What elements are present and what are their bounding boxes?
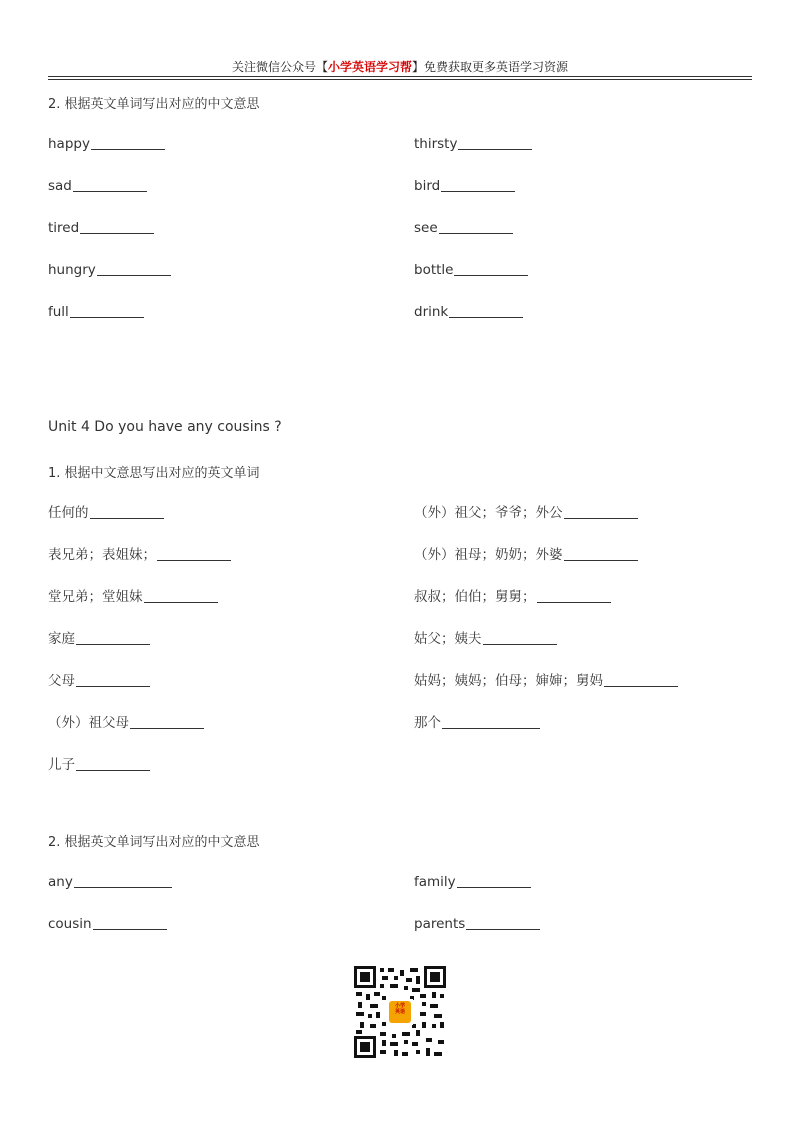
unit4-part1-left-item: 任何的 <box>48 503 164 521</box>
answer-blank[interactable] <box>458 148 532 150</box>
section1-right-item: bird <box>414 176 515 194</box>
unit4-part1-left-item: 父母 <box>48 671 150 689</box>
section1-right-item: drink <box>414 302 523 320</box>
header-suffix: 】免费获取更多英语学习资源 <box>412 60 569 74</box>
answer-blank[interactable] <box>130 727 204 729</box>
answer-blank[interactable] <box>604 685 678 687</box>
unit4-part1-right-item: 姑父；姨夫 <box>414 629 557 647</box>
header-prefix: 关注微信公众号【 <box>231 60 328 74</box>
unit4-title: Unit 4 Do you have any cousins ? <box>48 419 282 435</box>
unit4-part1-left-item: 表兄弟；表姐妹； <box>48 545 231 563</box>
answer-blank[interactable] <box>442 727 540 729</box>
answer-blank[interactable] <box>144 601 218 603</box>
qr-logo-label: 小学 英语 <box>394 1003 405 1015</box>
answer-blank[interactable] <box>74 886 172 888</box>
section1-left-item: sad <box>48 176 147 194</box>
section1-right-item: bottle <box>414 260 528 278</box>
section1-left-item: tired <box>48 218 154 236</box>
answer-blank[interactable] <box>439 232 513 234</box>
answer-blank[interactable] <box>483 643 557 645</box>
section1-heading: 2. 根据英文单词写出对应的中文意思 <box>48 97 260 112</box>
unit4-part1-right-item: 那个 <box>414 713 540 731</box>
header-rule-bottom <box>48 79 752 80</box>
unit4-part2-heading: 2. 根据英文单词写出对应的中文意思 <box>48 835 260 850</box>
unit4-part1-right-item: 叔叔；伯伯；舅舅； <box>414 587 611 605</box>
answer-blank[interactable] <box>537 601 611 603</box>
answer-blank[interactable] <box>457 886 531 888</box>
answer-blank[interactable] <box>441 190 515 192</box>
unit4-part1-left-item: 家庭 <box>48 629 150 647</box>
unit4-part1-left-item: 堂兄弟；堂姐妹 <box>48 587 218 605</box>
unit4-part1-left-item: （外）祖父母 <box>48 713 204 731</box>
unit4-part2-right-item: parents <box>414 914 540 932</box>
section1-right-item: thirsty <box>414 134 532 152</box>
section1-left-item: full <box>48 302 144 320</box>
answer-blank[interactable] <box>73 190 147 192</box>
unit4-part1-heading: 1. 根据中文意思写出对应的英文单词 <box>48 466 260 481</box>
section1-left-item: hungry <box>48 260 171 278</box>
answer-blank[interactable] <box>449 316 523 318</box>
header-rule-top <box>48 76 752 77</box>
answer-blank[interactable] <box>76 685 150 687</box>
section1-right-item: see <box>414 218 513 236</box>
answer-blank[interactable] <box>466 928 540 930</box>
answer-blank[interactable] <box>76 643 150 645</box>
answer-blank[interactable] <box>76 769 150 771</box>
header-highlight: 小学英语学习帮 <box>327 60 412 74</box>
answer-blank[interactable] <box>564 559 638 561</box>
unit4-part2-left-item: any <box>48 872 172 890</box>
unit4-part1-right-item: （外）祖母；奶奶；外婆 <box>414 545 638 563</box>
answer-blank[interactable] <box>93 928 167 930</box>
answer-blank[interactable] <box>564 517 638 519</box>
answer-blank[interactable] <box>97 274 171 276</box>
unit4-part1-left-item: 儿子 <box>48 755 150 773</box>
answer-blank[interactable] <box>157 559 231 561</box>
answer-blank[interactable] <box>70 316 144 318</box>
unit4-part1-right-item: 姑妈；姨妈；伯母；婶婶；舅妈 <box>414 671 678 689</box>
section1-left-item: happy <box>48 134 165 152</box>
answer-blank[interactable] <box>454 274 528 276</box>
page-header <box>48 58 752 78</box>
unit4-part1-right-item: （外）祖父；爷爷；外公 <box>414 503 638 521</box>
unit4-part2-right-item: family <box>414 872 531 890</box>
unit4-part2-left-item: cousin <box>48 914 167 932</box>
answer-blank[interactable] <box>80 232 154 234</box>
answer-blank[interactable] <box>91 148 165 150</box>
answer-blank[interactable] <box>90 517 164 519</box>
